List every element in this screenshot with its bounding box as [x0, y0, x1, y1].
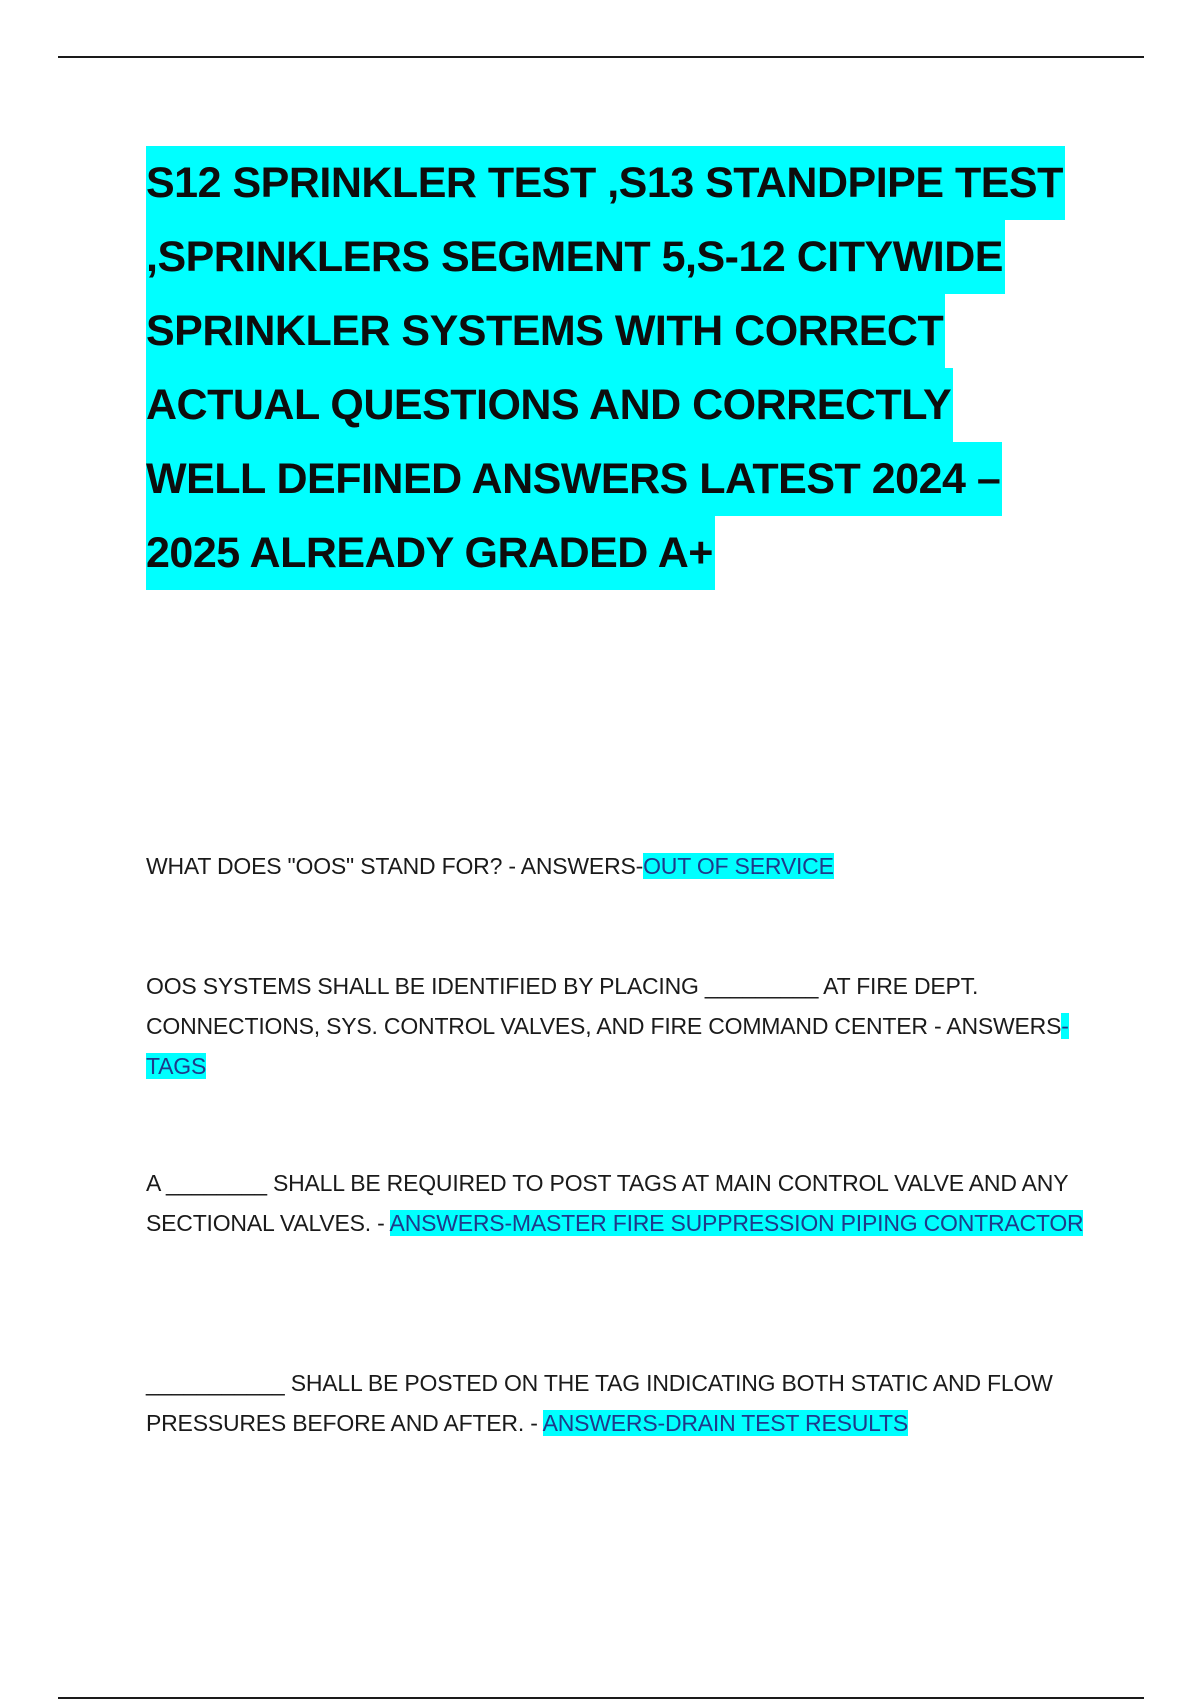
- document-title: [146, 146, 1096, 590]
- title-line: ,SPRINKLERS SEGMENT 5,S-12 CITYWIDE: [146, 220, 1005, 294]
- answer-highlight: ANSWERS-MASTER FIRE SUPPRESSION PIPING CONTRACTOR: [389, 1210, 1084, 1236]
- title-line: SPRINKLER SYSTEMS WITH CORRECT: [146, 294, 945, 368]
- answer-highlight: -TAGS: [146, 1013, 1069, 1079]
- question-text: A ________ SHALL BE REQUIRED TO POST TAGS AT MAIN CONTROL VALVE AND ANY SECTIONAL VALVES. -: [146, 1170, 1068, 1236]
- question-text: ___________ SHALL BE POSTED ON THE TAG INDICATING BOTH STATIC AND FLOW PRESSURES BEFORE AND AFTER. -: [146, 1370, 1053, 1436]
- question-text: WHAT DOES "OOS" STAND FOR? - ANSWERS-: [146, 853, 644, 879]
- question-text: OOS SYSTEMS SHALL BE IDENTIFIED BY PLACING _________ AT FIRE DEPT. CONNECTIONS, SYS. CONTROL VALVES, AND FIRE COMMAND CENTER - ANSWERS: [146, 973, 1062, 1039]
- qa-item: [146, 966, 1106, 1086]
- bottom-rule: [58, 1697, 1144, 1699]
- answer-highlight: ANSWERS-DRAIN TEST RESULTS: [542, 1410, 909, 1436]
- answer-highlight: OUT OF SERVICE: [643, 853, 834, 879]
- title-line: S12 SPRINKLER TEST ,S13 STANDPIPE TEST: [146, 146, 1065, 220]
- qa-item: [146, 1163, 1106, 1243]
- qa-item: [146, 846, 1106, 886]
- title-line: 2025 ALREADY GRADED A+: [146, 516, 715, 590]
- top-rule: [58, 56, 1144, 58]
- title-line: ACTUAL QUESTIONS AND CORRECTLY: [146, 368, 953, 442]
- qa-item: [146, 1363, 1106, 1443]
- title-line: WELL DEFINED ANSWERS LATEST 2024 –: [146, 442, 1002, 516]
